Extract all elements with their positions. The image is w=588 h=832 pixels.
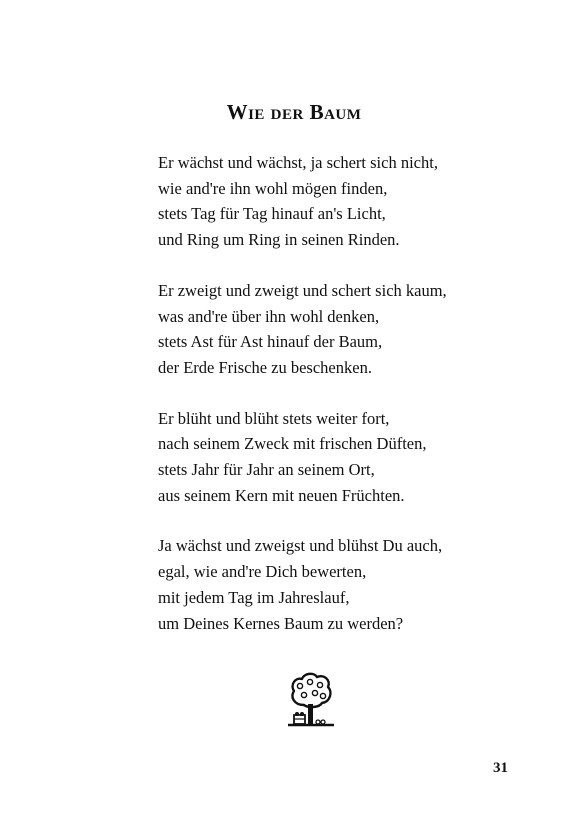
poem-line: und Ring um Ring in seinen Rinden. bbox=[158, 230, 400, 250]
stanza-1 bbox=[158, 150, 538, 253]
stanza-3 bbox=[158, 406, 538, 509]
stanza-2 bbox=[158, 278, 538, 381]
poem-line: wie and're ihn wohl mögen finden, bbox=[158, 178, 388, 198]
poem-line: Er blüht und blüht stets weiter fort, bbox=[158, 408, 390, 428]
poem-line: Er zweigt und zweigt und schert sich kaum, bbox=[158, 280, 447, 300]
poem-line: Ja wächst und zweigst und blühst Du auch, bbox=[158, 536, 443, 556]
poem-line: egal, wie and're Dich bewerten, bbox=[158, 562, 367, 582]
page-number: 31 bbox=[493, 760, 508, 776]
poem-line: mit jedem Tag im Jahreslauf, bbox=[158, 587, 350, 607]
poem-line: stets Jahr für Jahr an seinem Ort, bbox=[158, 460, 375, 480]
stanza-4 bbox=[158, 533, 538, 636]
poem-line: um Deines Kernes Baum zu werden? bbox=[158, 613, 404, 633]
poem-line: Er wächst und wächst, ja schert sich nicht, bbox=[158, 153, 438, 172]
poem-body bbox=[158, 150, 538, 661]
poem-title: Wie der Baum bbox=[226, 100, 362, 124]
poem-line: der Erde Frische zu beschenken. bbox=[158, 357, 372, 377]
poem-line: stets Ast für Ast hinauf der Baum, bbox=[158, 332, 383, 352]
poem-line: nach seinem Zweck mit frischen Düften, bbox=[158, 434, 427, 454]
poem-line: was and're über ihn wohl denken, bbox=[158, 306, 380, 326]
poem-line: stets Tag für Tag hinauf an's Licht, bbox=[158, 204, 386, 224]
poem-line: aus seinem Kern mit neuen Früchten. bbox=[158, 485, 405, 505]
tree-icon bbox=[286, 671, 336, 729]
